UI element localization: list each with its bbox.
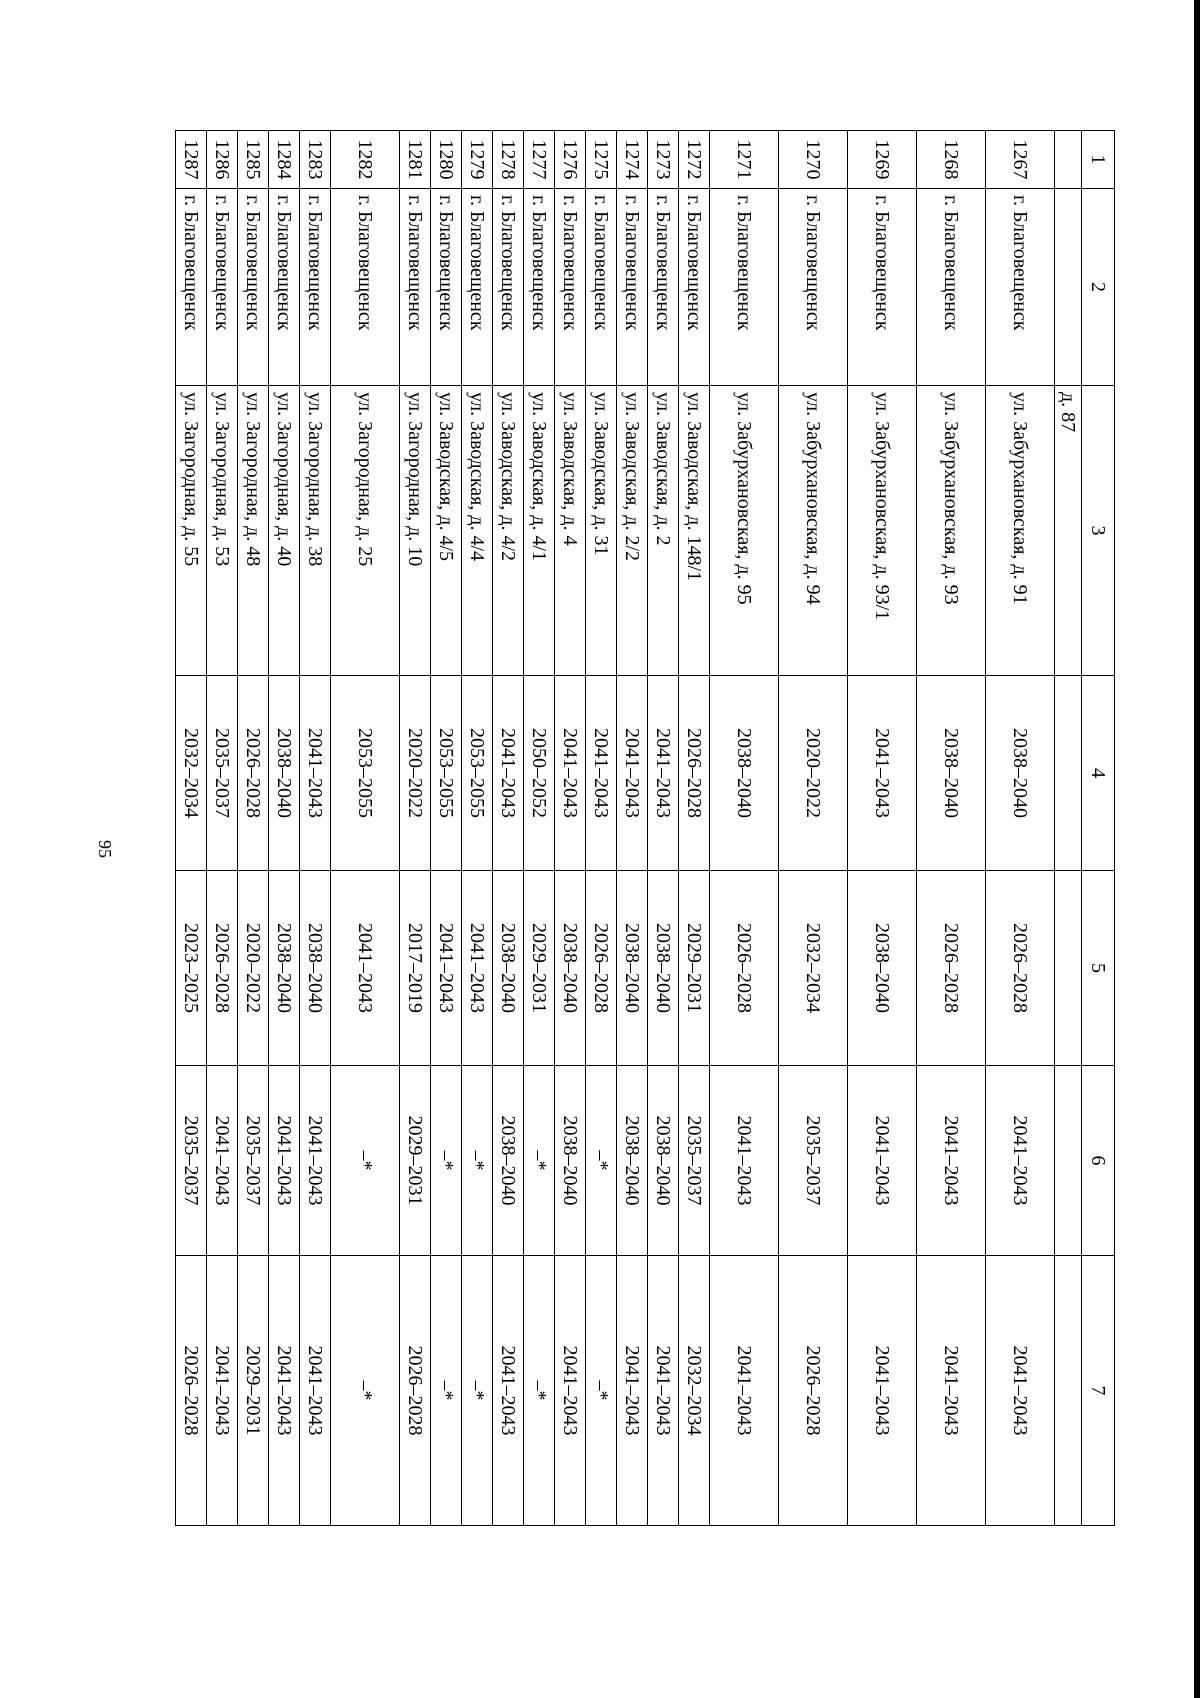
table-cell: ул. Загородная, д. 38 [300,386,331,676]
table-body [176,131,1082,1526]
header-cell: 1 [1082,131,1115,189]
table-cell: ул. Заводская, д. 4/2 [493,386,524,676]
table-cell [1055,189,1082,386]
header-row [1082,131,1115,1526]
table-cell: 2038–2040 [710,676,779,871]
table-row [917,131,986,1526]
table-cell: г. Благовещенск [493,189,524,386]
table-cell: 2041–2043 [555,676,586,871]
table-cell: г. Благовещенск [586,189,617,386]
table-cell: –* [586,1066,617,1256]
table-cell: ул. Заводская, д. 4/4 [462,386,493,676]
table-cell: 2038–2040 [269,676,300,871]
table-cell: г. Благовещенск [648,189,679,386]
table-cell: 1277 [524,131,555,189]
table-cell: 2041–2043 [493,676,524,871]
table-cell: ул. Загородная, д. 10 [400,386,431,676]
table-cell: 2020–2022 [400,676,431,871]
table-cell: 2017–2019 [400,871,431,1066]
table-cell: 2041–2043 [493,1256,524,1526]
table-cell: 2038–2040 [555,1066,586,1256]
table-cell: 2026–2028 [679,676,710,871]
table-cell: ул. Забурхановская, д. 93/1 [848,386,917,676]
table-cell: 2032–2034 [176,676,207,871]
table-cell: 2035–2037 [176,1066,207,1256]
table-cell: 2038–2040 [648,1066,679,1256]
table-cell: 1268 [917,131,986,189]
table-cell: –* [431,1256,462,1526]
table-cell: –* [431,1066,462,1256]
table-row [331,131,400,1526]
table-cell: 2026–2028 [586,871,617,1066]
table-cell: 2029–2031 [524,871,555,1066]
table-cell: 2038–2040 [300,871,331,1066]
table-cell: 1286 [207,131,238,189]
table-row [986,131,1055,1526]
table-row [400,131,431,1526]
table-cell: 2032–2034 [679,1256,710,1526]
table-cell: 2041–2043 [917,1066,986,1256]
table-cell: ул. Загородная, д. 48 [238,386,269,676]
table-row [710,131,779,1526]
table-cell: г. Благовещенск [986,189,1055,386]
table-cell: –* [524,1256,555,1526]
table-row [207,131,238,1526]
table-cell [1055,871,1082,1066]
table-cell: 2035–2037 [779,1066,848,1256]
table-cell: г. Благовещенск [462,189,493,386]
table-cell: 1285 [238,131,269,189]
table-cell: г. Благовещенск [331,189,400,386]
table-cell: г. Благовещенск [617,189,648,386]
table-cell: 1281 [400,131,431,189]
table-cell: 1283 [300,131,331,189]
table-cell: г. Благовещенск [400,189,431,386]
table-cell: 1276 [555,131,586,189]
table-cell: 2038–2040 [617,1066,648,1256]
table-cell: 2041–2043 [848,1066,917,1256]
table-row [648,131,679,1526]
table-cell: ул. Загородная, д. 53 [207,386,238,676]
table-cell: 2026–2028 [779,1256,848,1526]
table-cell: г. Благовещенск [779,189,848,386]
table-cell: 2023–2025 [176,871,207,1066]
table-row [524,131,555,1526]
table-cell: ул. Загородная, д. 25 [331,386,400,676]
table-cell: 2041–2043 [462,871,493,1066]
table-cell: 2035–2037 [207,676,238,871]
registry-table [175,130,1115,1526]
table-cell: 1284 [269,131,300,189]
table-cell: 1275 [586,131,617,189]
table-cell: 2041–2043 [269,1066,300,1256]
table-cell [1055,1066,1082,1256]
table-cell: ул. Заводская, д. 4/5 [431,386,462,676]
table-cell: 2035–2037 [238,1066,269,1256]
header-cell: 6 [1082,1066,1115,1256]
table-cell: д. 87 [1055,386,1082,676]
table-cell: 2038–2040 [648,871,679,1066]
table-cell: ул. Забурхановская, д. 94 [779,386,848,676]
table-cell: 2041–2043 [617,1256,648,1526]
table-cell: г. Благовещенск [300,189,331,386]
table-row [300,131,331,1526]
table-row [848,131,917,1526]
table-cell: 1269 [848,131,917,189]
table-cell: 1287 [176,131,207,189]
table-cell: 2038–2040 [848,871,917,1066]
table-row [555,131,586,1526]
table-cell: 1267 [986,131,1055,189]
table-row [779,131,848,1526]
table-cell: 1271 [710,131,779,189]
table-cell [1055,131,1082,189]
header-cell: 3 [1082,386,1115,676]
table-cell: ул. Заводская, д. 4/1 [524,386,555,676]
table-cell: г. Благовещенск [524,189,555,386]
table-cell: 2026–2028 [986,871,1055,1066]
table-frame [180,130,1115,1525]
table-row [617,131,648,1526]
table-cell: г. Благовещенск [238,189,269,386]
table-cell: 2041–2043 [648,1256,679,1526]
table-cell: г. Благовещенск [679,189,710,386]
table-cell: 2029–2031 [400,1066,431,1256]
table-cell: ул. Заводская, д. 148/1 [679,386,710,676]
scan-edge [1194,0,1200,1698]
table-cell: г. Благовещенск [917,189,986,386]
table-cell: 2038–2040 [269,871,300,1066]
table-cell: 2035–2037 [679,1066,710,1256]
header-cell: 7 [1082,1256,1115,1526]
table-cell: 2032–2034 [779,871,848,1066]
table-cell: 2041–2043 [648,676,679,871]
table-cell: 2026–2028 [400,1256,431,1526]
table-cell: 2026–2028 [710,871,779,1066]
table-cell: 2041–2043 [617,676,648,871]
table-cell: 2041–2043 [300,676,331,871]
table-cell: –* [331,1256,400,1526]
table-cell [1055,676,1082,871]
table-cell: 2041–2043 [300,1256,331,1526]
table-cell: 2041–2043 [300,1066,331,1256]
table-cell: ул. Заводская, д. 31 [586,386,617,676]
table-row [679,131,710,1526]
table-cell: 2038–2040 [617,871,648,1066]
table-cell: 2041–2043 [207,1256,238,1526]
table-cell: ул. Забурхановская, д. 95 [710,386,779,676]
continuation-row [1055,131,1082,1526]
table-cell: 2041–2043 [710,1256,779,1526]
table-cell: 2041–2043 [431,871,462,1066]
table-cell: 2041–2043 [986,1066,1055,1256]
table-cell: 1272 [679,131,710,189]
table-row [176,131,207,1526]
table-cell: 2038–2040 [986,676,1055,871]
table-cell: г. Благовещенск [176,189,207,386]
table-cell: 2038–2040 [555,871,586,1066]
table-cell: ул. Забурхановская, д. 93 [917,386,986,676]
table-cell: г. Благовещенск [269,189,300,386]
table-cell: 2041–2043 [586,676,617,871]
table-cell: 2026–2028 [917,871,986,1066]
table-cell: г. Благовещенск [710,189,779,386]
page-number: 95 [95,840,115,858]
table-cell: ул. Заводская, д. 4 [555,386,586,676]
table-cell: ул. Заводская, д. 2/2 [617,386,648,676]
table-cell: г. Благовещенск [848,189,917,386]
table-cell: 2053–2055 [431,676,462,871]
table-row [269,131,300,1526]
table-cell: 2041–2043 [848,1256,917,1526]
table-cell: 2020–2022 [238,871,269,1066]
table-row [586,131,617,1526]
table-cell: 2026–2028 [176,1256,207,1526]
table-cell: –* [462,1256,493,1526]
table-cell: 2041–2043 [917,1256,986,1526]
table-cell: 2053–2055 [331,676,400,871]
table-cell: г. Благовещенск [555,189,586,386]
table-cell: –* [586,1256,617,1526]
table-cell: 1279 [462,131,493,189]
table-cell: г. Благовещенск [431,189,462,386]
table-cell: 1270 [779,131,848,189]
table-cell: ул. Загородная, д. 55 [176,386,207,676]
table-cell: 2041–2043 [207,1066,238,1256]
header-cell: 5 [1082,871,1115,1066]
table-cell: 2026–2028 [207,871,238,1066]
table-cell: 2026–2028 [238,676,269,871]
table-cell: 2029–2031 [238,1256,269,1526]
table-cell: 1273 [648,131,679,189]
table-cell: 2041–2043 [555,1256,586,1526]
table-cell: 2041–2043 [986,1256,1055,1526]
table-cell: 1274 [617,131,648,189]
table-cell: ул. Заводская, д. 2 [648,386,679,676]
table-row [238,131,269,1526]
table-cell: 2050–2052 [524,676,555,871]
table-cell: г. Благовещенск [207,189,238,386]
table-row [462,131,493,1526]
table-rotated-view [180,130,1115,1525]
table-cell: 2041–2043 [331,871,400,1066]
table-row [493,131,524,1526]
table-cell: 2029–2031 [679,871,710,1066]
table-cell: ул. Забурхановская, д. 91 [986,386,1055,676]
table-cell: 2020–2022 [779,676,848,871]
table-cell: –* [462,1066,493,1256]
table-cell: 2041–2043 [710,1066,779,1256]
table-cell: 2038–2040 [493,871,524,1066]
table-cell: –* [331,1066,400,1256]
table-cell: 2038–2040 [917,676,986,871]
table-cell [1055,1256,1082,1526]
table-cell: 1278 [493,131,524,189]
table-cell: 1280 [431,131,462,189]
table-cell: 2038–2040 [493,1066,524,1256]
header-cell: 2 [1082,189,1115,386]
table-row [431,131,462,1526]
table-cell: ул. Загородная, д. 40 [269,386,300,676]
table-cell: 2041–2043 [848,676,917,871]
table-cell: 1282 [331,131,400,189]
header-cell: 4 [1082,676,1115,871]
table-cell: –* [524,1066,555,1256]
table-cell: 2041–2043 [269,1256,300,1526]
table-cell: 2053–2055 [462,676,493,871]
